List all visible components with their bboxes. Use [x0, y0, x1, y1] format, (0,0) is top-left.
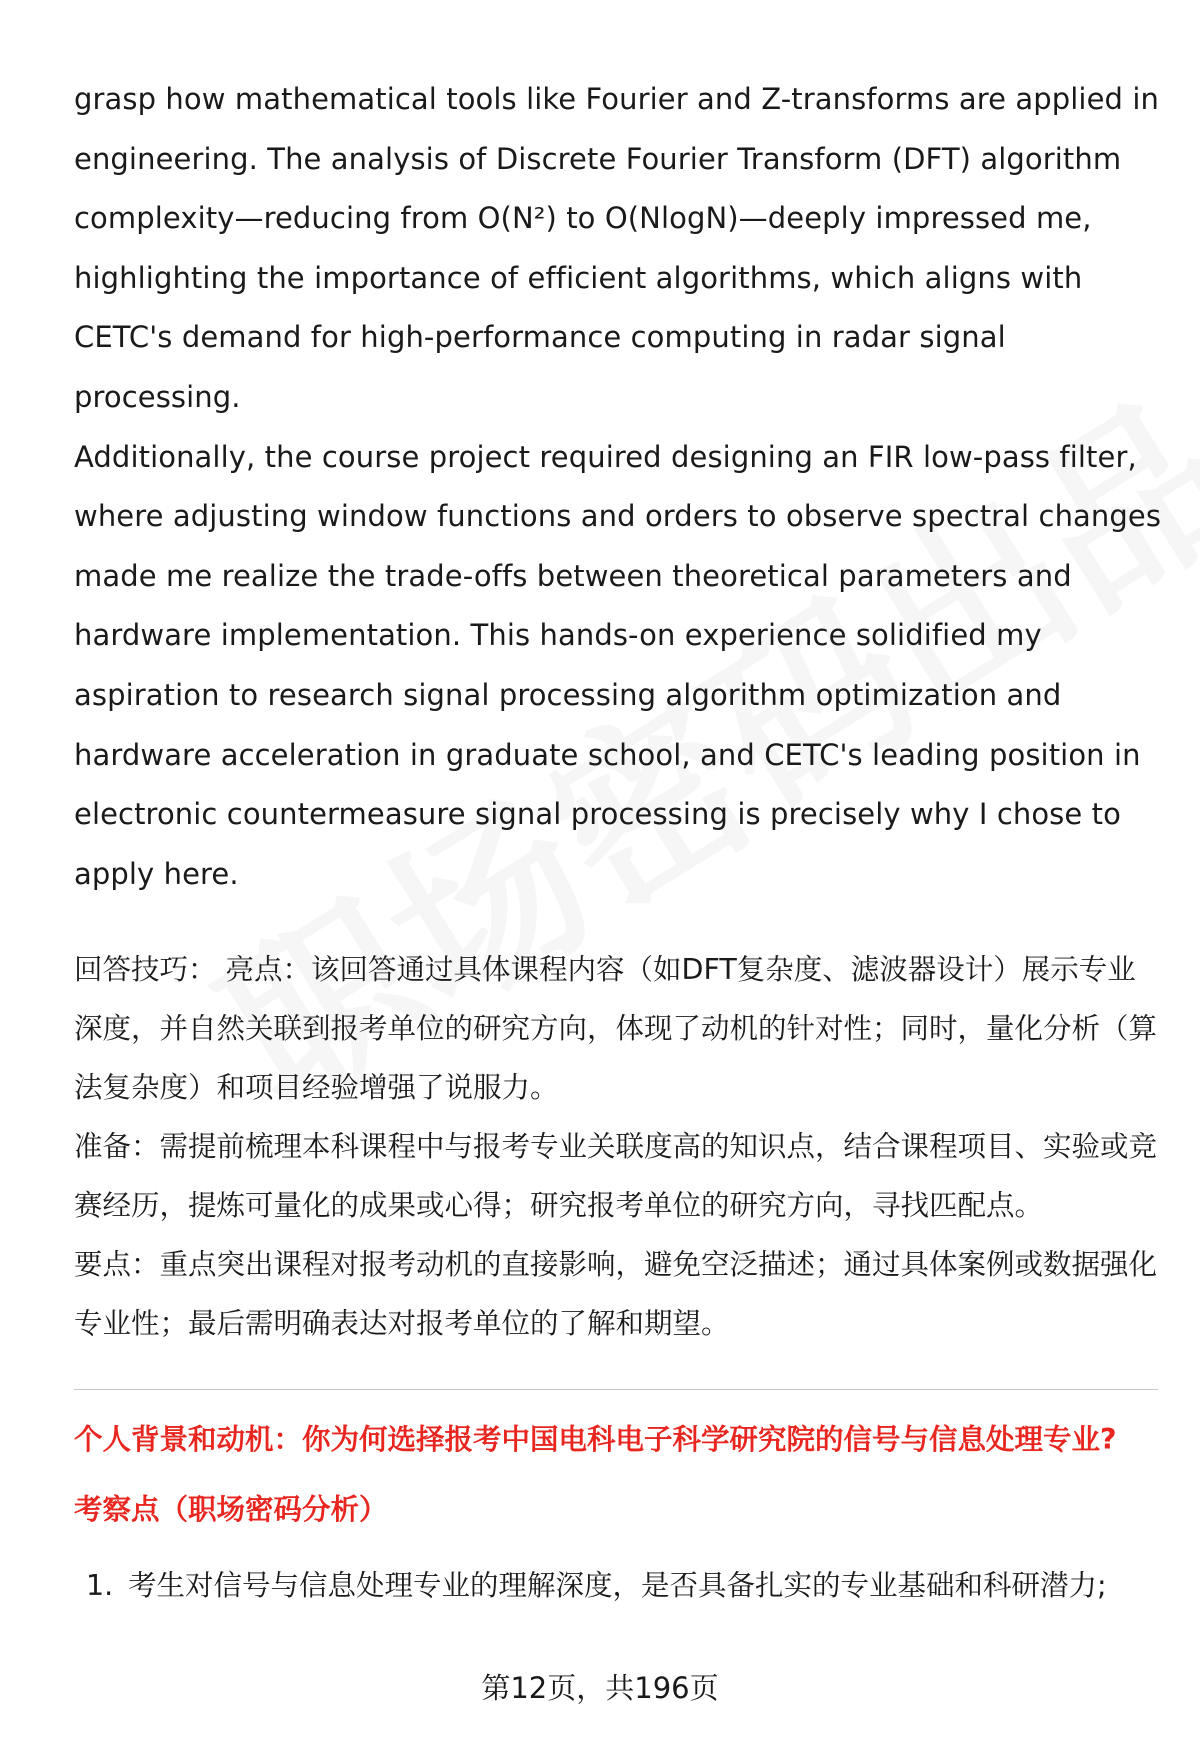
- paragraph-line: electronic countermeasure signal processing is precisely why I chose to: [74, 797, 1121, 832]
- paragraph-line: CETC's demand for high-performance computing in radar signal processing.: [74, 320, 1006, 414]
- english-answer-paragraph: [74, 70, 1164, 904]
- paragraph-line: engineering. The analysis of Discrete Fourier Transform (DFT) algorithm: [74, 141, 1122, 176]
- list-item-number: 1.: [86, 1569, 114, 1603]
- paragraph-line: complexity—reducing from O(N²) to O(NlogN)—deeply impressed me,: [74, 201, 1092, 236]
- answer-tips: [74, 940, 1164, 1353]
- paragraph-line: hardware implementation. This hands-on experience solidified my: [74, 618, 1042, 653]
- paragraph-line: where adjusting window functions and orders to observe spectral changes: [74, 499, 1162, 534]
- assessment-points-list: [74, 1556, 1164, 1615]
- paragraph-line: made me realize the trade-offs between theoretical parameters and: [74, 558, 1072, 593]
- list-item: [74, 1556, 1164, 1615]
- paragraph-line: grasp how mathematical tools like Fourier and Z-transforms are applied in: [74, 82, 1159, 116]
- paragraph-line: apply here.: [74, 856, 239, 891]
- paragraph-line: highlighting the importance of efficient algorithms, which aligns with: [74, 260, 1083, 295]
- paragraph-line: hardware acceleration in graduate school, and CETC's leading position in: [74, 737, 1141, 772]
- tips-key-points: 要点：重点突出课程对报考动机的直接影响，避免空泛描述；通过具体案例或数据强化专业性；最后需明确表达对报考单位的了解和期望。: [74, 1248, 1158, 1341]
- paragraph-line: aspiration to research signal processing algorithm optimization and: [74, 677, 1062, 712]
- assessment-points-heading: 考察点（职场密码分析）: [74, 1493, 388, 1527]
- page-number-footer: 第12页，共196页: [481, 1671, 719, 1705]
- question-title: 个人背景和动机：你为何选择报考中国电科电子科学研究院的信号与信息处理专业?: [74, 1423, 1117, 1457]
- tips-highlight: 回答技巧： 亮点：该回答通过具体课程内容（如DFT复杂度、滤波器设计）展示专业深度，并自然关联到报考单位的研究方向，体现了动机的针对性；同时，量化分析（算法复杂度）和项目经验增强了说服力。: [74, 953, 1158, 1105]
- paragraph-line: Additionally, the course project required designing an FIR low-pass filter,: [74, 439, 1137, 474]
- page-content: [74, 70, 1164, 1615]
- list-item-text: 考生对信号与信息处理专业的理解深度，是否具备扎实的专业基础和科研潜力;: [128, 1569, 1107, 1603]
- tips-preparation: 准备：需提前梳理本科课程中与报考专业关联度高的知识点，结合课程项目、实验或竞赛经历，提炼可量化的成果或心得；研究报考单位的研究方向，寻找匹配点。: [74, 1130, 1158, 1223]
- section-divider: [74, 1389, 1158, 1390]
